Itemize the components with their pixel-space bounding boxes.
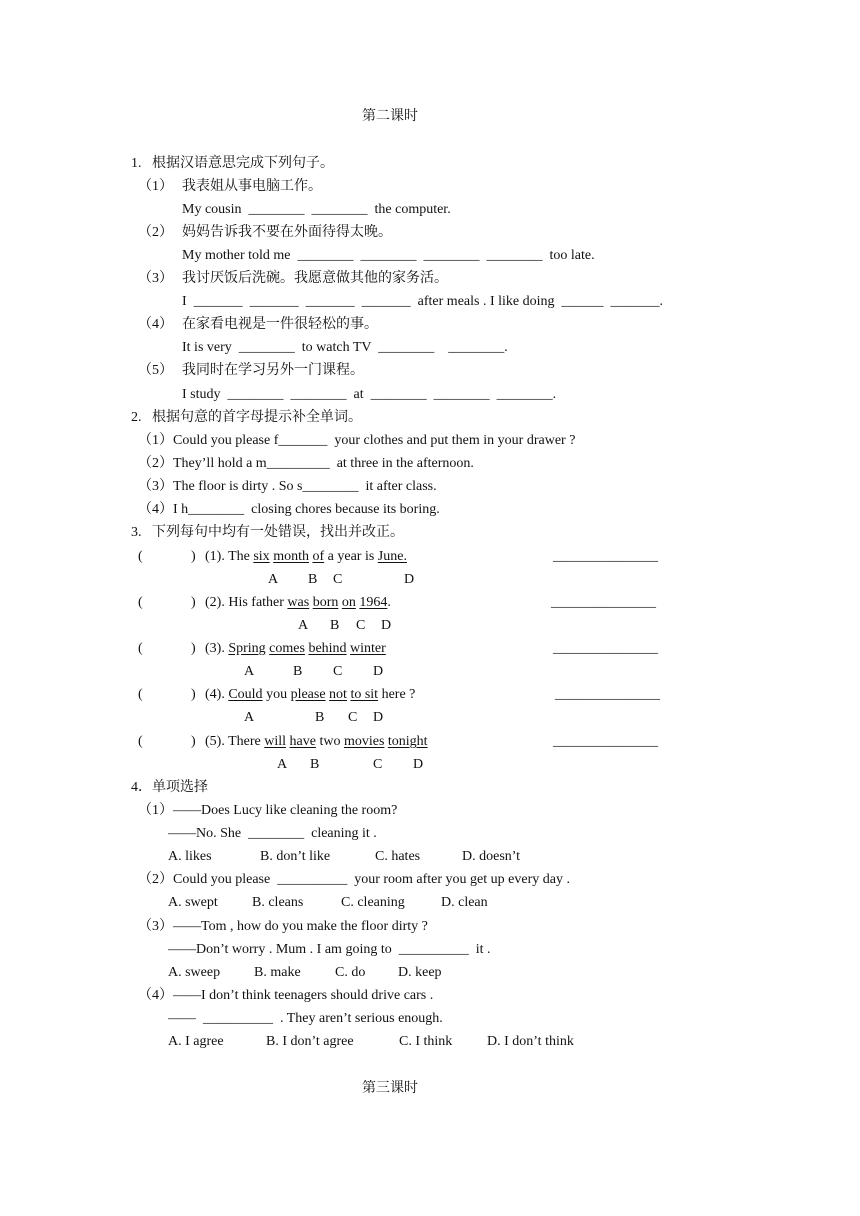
correction-blank: _______________: [555, 687, 660, 702]
s2-item: （3）The floor is dirty . So s________ it after class.: [138, 479, 437, 494]
choice-option: C. cleaning: [341, 895, 405, 910]
choice-option: B. make: [254, 965, 301, 980]
s1-item-chinese: 在家看电视是一件很轻松的事。: [182, 317, 378, 332]
option-letter: A: [277, 757, 288, 772]
s4-question: （3）——Tom , how do you make the floor dirty ?: [138, 919, 428, 934]
option-letter: A: [244, 664, 255, 679]
s4-question-line: —— __________ . They aren’t serious enough.: [168, 1011, 443, 1026]
s1-item-english: I study ________ ________ at ________ ________ ________.: [182, 387, 557, 402]
choice-option: C. do: [335, 965, 366, 980]
answer-paren-open: (: [138, 595, 143, 610]
s3-sentence: (2). His father was born on 1964.: [205, 595, 391, 610]
option-letter: C: [356, 618, 366, 633]
s3-sentence: (4). Could you please not to sit here ?: [205, 687, 416, 702]
s2-item: （4）I h________ closing chores because its boring.: [138, 502, 440, 517]
option-letter: A: [298, 618, 309, 633]
choice-option: A. likes: [168, 849, 212, 864]
section-1-heading: 1. 根据汉语意思完成下列句子。: [131, 156, 334, 171]
s1-item-english: My cousin ________ ________ the computer.: [182, 202, 451, 217]
correction-blank: _______________: [551, 595, 656, 610]
s4-question: （4）——I don’t think teenagers should drive cars .: [138, 988, 434, 1003]
next-lesson-title: 第三课时: [362, 1081, 418, 1096]
s1-item-num: （4）: [138, 317, 173, 332]
answer-paren-close: ): [191, 549, 196, 564]
s1-item-chinese: 妈妈告诉我不要在外面待得太晚。: [182, 225, 392, 240]
s4-question: （2）Could you please __________ your room after you get up every day .: [138, 872, 570, 887]
option-letter: D: [413, 757, 424, 772]
option-letter: B: [310, 757, 320, 772]
s1-item-english: My mother told me ________ ________ ________ ________ too late.: [182, 248, 595, 263]
answer-paren-close: ): [191, 734, 196, 749]
option-letter: C: [373, 757, 383, 772]
s1-item-chinese: 我同时在学习另外一门课程。: [182, 363, 364, 378]
option-letter: A: [244, 710, 255, 725]
section-3-heading: 3. 下列每句中均有一处错误，找出并改正。: [131, 525, 404, 540]
s1-item-num: （1）: [138, 179, 173, 194]
lesson-title: 第二课时: [362, 109, 418, 124]
correction-blank: _______________: [553, 549, 658, 564]
answer-paren-close: ): [191, 595, 196, 610]
s1-item-num: （5）: [138, 363, 173, 378]
answer-paren-close: ): [191, 687, 196, 702]
choice-option: C. I think: [399, 1034, 453, 1049]
correction-blank: _______________: [553, 641, 658, 656]
s2-item: （1）Could you please f_______ your clothes and put them in your drawer ?: [138, 433, 576, 448]
option-letter: D: [373, 710, 384, 725]
choice-option: D. clean: [441, 895, 488, 910]
answer-paren-open: (: [138, 687, 143, 702]
answer-paren-close: ): [191, 641, 196, 656]
answer-paren-open: (: [138, 641, 143, 656]
choice-option: A. swept: [168, 895, 218, 910]
option-letter: D: [404, 572, 415, 587]
option-letter: B: [308, 572, 318, 587]
choice-option: C. hates: [375, 849, 421, 864]
option-letter: D: [381, 618, 392, 633]
choice-option: A. sweep: [168, 965, 221, 980]
choice-option: B. I don’t agree: [266, 1034, 354, 1049]
option-letter: B: [330, 618, 340, 633]
option-letter: A: [268, 572, 279, 587]
choice-option: B. cleans: [252, 895, 304, 910]
s4-question: （1）——Does Lucy like cleaning the room?: [138, 803, 398, 818]
s1-item-english: I _______ _______ _______ _______ after meals . I like doing ______ _______.: [182, 294, 664, 309]
option-letter: D: [373, 664, 384, 679]
s3-sentence: (5). There will have two movies tonight: [205, 734, 428, 749]
correction-blank: _______________: [553, 734, 658, 749]
s3-sentence: (3). Spring comes behind winter: [205, 641, 386, 656]
option-letter: B: [293, 664, 303, 679]
section-4-heading: 4．单项选择: [131, 780, 208, 795]
s3-sentence: (1). The six month of a year is June.: [205, 549, 407, 564]
s1-item-chinese: 我表姐从事电脑工作。: [182, 179, 322, 194]
option-letter: C: [333, 572, 343, 587]
s1-item-num: （3）: [138, 271, 173, 286]
s4-question-line: ——Don’t worry . Mum . I am going to __________ it .: [168, 942, 491, 957]
option-letter: C: [333, 664, 343, 679]
s2-item: （2）They’ll hold a m_________ at three in the afternoon.: [138, 456, 474, 471]
s1-item-num: （2）: [138, 225, 173, 240]
option-letter: C: [348, 710, 358, 725]
choice-option: D. doesn’t: [462, 849, 521, 864]
s1-item-chinese: 我讨厌饭后洗碗。我愿意做其他的家务活。: [182, 271, 448, 286]
choice-option: A. I agree: [168, 1034, 224, 1049]
s1-item-english: It is very ________ to watch TV ________ ________.: [182, 340, 508, 355]
choice-option: D. I don’t think: [487, 1034, 574, 1049]
answer-paren-open: (: [138, 549, 143, 564]
section-2-heading: 2. 根据句意的首字母提示补全单词。: [131, 410, 362, 425]
s4-question-line: ——No. She ________ cleaning it .: [168, 826, 377, 841]
answer-paren-open: (: [138, 734, 143, 749]
option-letter: B: [315, 710, 325, 725]
choice-option: D. keep: [398, 965, 442, 980]
choice-option: B. don’t like: [260, 849, 331, 864]
